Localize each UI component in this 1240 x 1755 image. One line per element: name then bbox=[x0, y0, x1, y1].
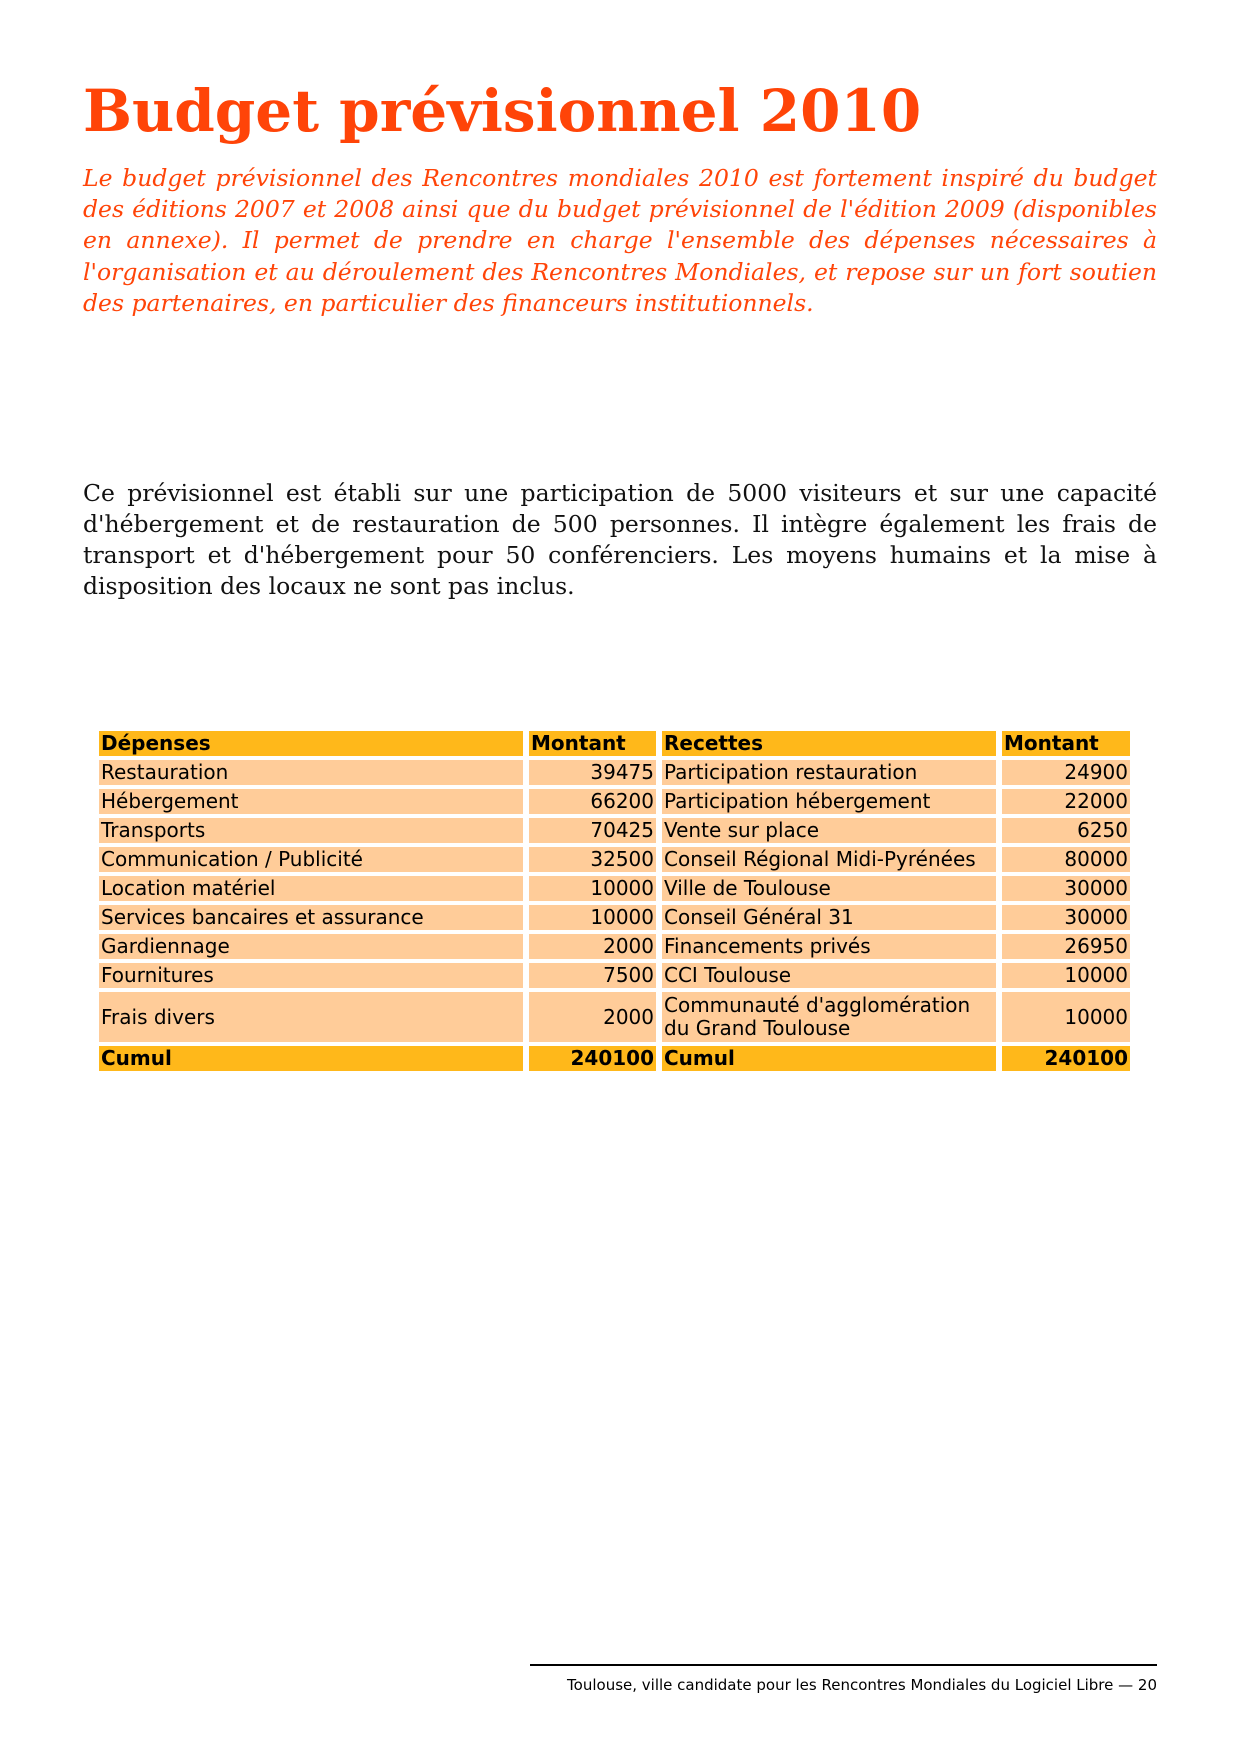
expense-label: Location matériel bbox=[99, 876, 523, 901]
expense-amount: 2000 bbox=[529, 934, 656, 959]
expense-amount: 70425 bbox=[529, 818, 656, 843]
expense-amount: 66200 bbox=[529, 789, 656, 814]
income-label: Vente sur place bbox=[662, 818, 996, 843]
income-label: Communauté d'agglomération du Grand Toulouse bbox=[662, 992, 996, 1042]
expense-amount: 7500 bbox=[529, 963, 656, 988]
expense-amount: 10000 bbox=[529, 876, 656, 901]
table-row bbox=[99, 818, 1130, 843]
income-label: Participation hébergement bbox=[662, 789, 996, 814]
header-depenses: Dépenses bbox=[99, 731, 523, 756]
table-row bbox=[99, 760, 1130, 785]
table-row bbox=[99, 847, 1130, 872]
expense-label: Services bancaires et assurance bbox=[99, 905, 523, 930]
total-income-label: Cumul bbox=[662, 1046, 996, 1071]
income-label: Conseil Régional Midi-Pyrénées bbox=[662, 847, 996, 872]
table-row bbox=[99, 789, 1130, 814]
expense-label: Communication / Publicité bbox=[99, 847, 523, 872]
footer-divider bbox=[530, 1664, 1157, 1666]
income-label: Conseil Général 31 bbox=[662, 905, 996, 930]
expense-label: Gardiennage bbox=[99, 934, 523, 959]
intro-paragraph: Le budget prévisionnel des Rencontres mondiales 2010 est fortement inspiré du budget des éditions 2007 et 2008 ainsi que du budget prévisionnel de l'édition 2009 (disponibles en annexe). Il permet de prendre en charge l'ensemble des dépenses nécessaires à l'organisation et au déroulement des Rencontres Mondiales, et repose sur un fort soutien des partenaires, en particulier des financeurs institutionnels. bbox=[83, 164, 1157, 317]
income-amount: 80000 bbox=[1002, 847, 1130, 872]
body-paragraph: Ce prévisionnel est établi sur une participation de 5000 visiteurs et sur une capacité d'hébergement et de restauration de 500 personnes. Il intègre également les frais de transport et d'hébergement pour 50 conférenciers. Les moyens humains et la mise à disposition des locaux ne sont pas inclus. bbox=[83, 479, 1157, 600]
income-label: Participation restauration bbox=[662, 760, 996, 785]
expense-amount: 10000 bbox=[529, 905, 656, 930]
header-montant-recettes: Montant bbox=[1002, 731, 1130, 756]
table-header-row bbox=[99, 731, 1130, 756]
income-label: Financements privés bbox=[662, 934, 996, 959]
income-amount: 30000 bbox=[1002, 905, 1130, 930]
income-amount: 10000 bbox=[1002, 963, 1130, 988]
expense-label: Transports bbox=[99, 818, 523, 843]
page-footer: Toulouse, ville candidate pour les Rencontres Mondiales du Logiciel Libre — 20 bbox=[567, 1676, 1157, 1694]
expense-amount: 32500 bbox=[529, 847, 656, 872]
expense-label: Hébergement bbox=[99, 789, 523, 814]
income-amount: 10000 bbox=[1002, 992, 1130, 1042]
table-row bbox=[99, 905, 1130, 930]
table-row bbox=[99, 876, 1130, 901]
budget-table bbox=[93, 727, 1136, 1075]
header-recettes: Recettes bbox=[662, 731, 996, 756]
income-label: CCI Toulouse bbox=[662, 963, 996, 988]
table-total-row bbox=[99, 1046, 1130, 1071]
header-montant-depenses: Montant bbox=[529, 731, 656, 756]
total-income-amount: 240100 bbox=[1002, 1046, 1130, 1071]
total-expense-label: Cumul bbox=[99, 1046, 523, 1071]
income-label: Ville de Toulouse bbox=[662, 876, 996, 901]
expense-label: Fournitures bbox=[99, 963, 523, 988]
expense-label: Frais divers bbox=[99, 992, 523, 1042]
expense-label: Restauration bbox=[99, 760, 523, 785]
income-amount: 24900 bbox=[1002, 760, 1130, 785]
expense-amount: 2000 bbox=[529, 992, 656, 1042]
expense-amount: 39475 bbox=[529, 760, 656, 785]
total-expense-amount: 240100 bbox=[529, 1046, 656, 1071]
page-title: Budget prévisionnel 2010 bbox=[83, 77, 922, 145]
table-row bbox=[99, 934, 1130, 959]
table-row bbox=[99, 992, 1130, 1042]
income-amount: 26950 bbox=[1002, 934, 1130, 959]
income-amount: 22000 bbox=[1002, 789, 1130, 814]
income-amount: 30000 bbox=[1002, 876, 1130, 901]
income-amount: 6250 bbox=[1002, 818, 1130, 843]
table-row bbox=[99, 963, 1130, 988]
